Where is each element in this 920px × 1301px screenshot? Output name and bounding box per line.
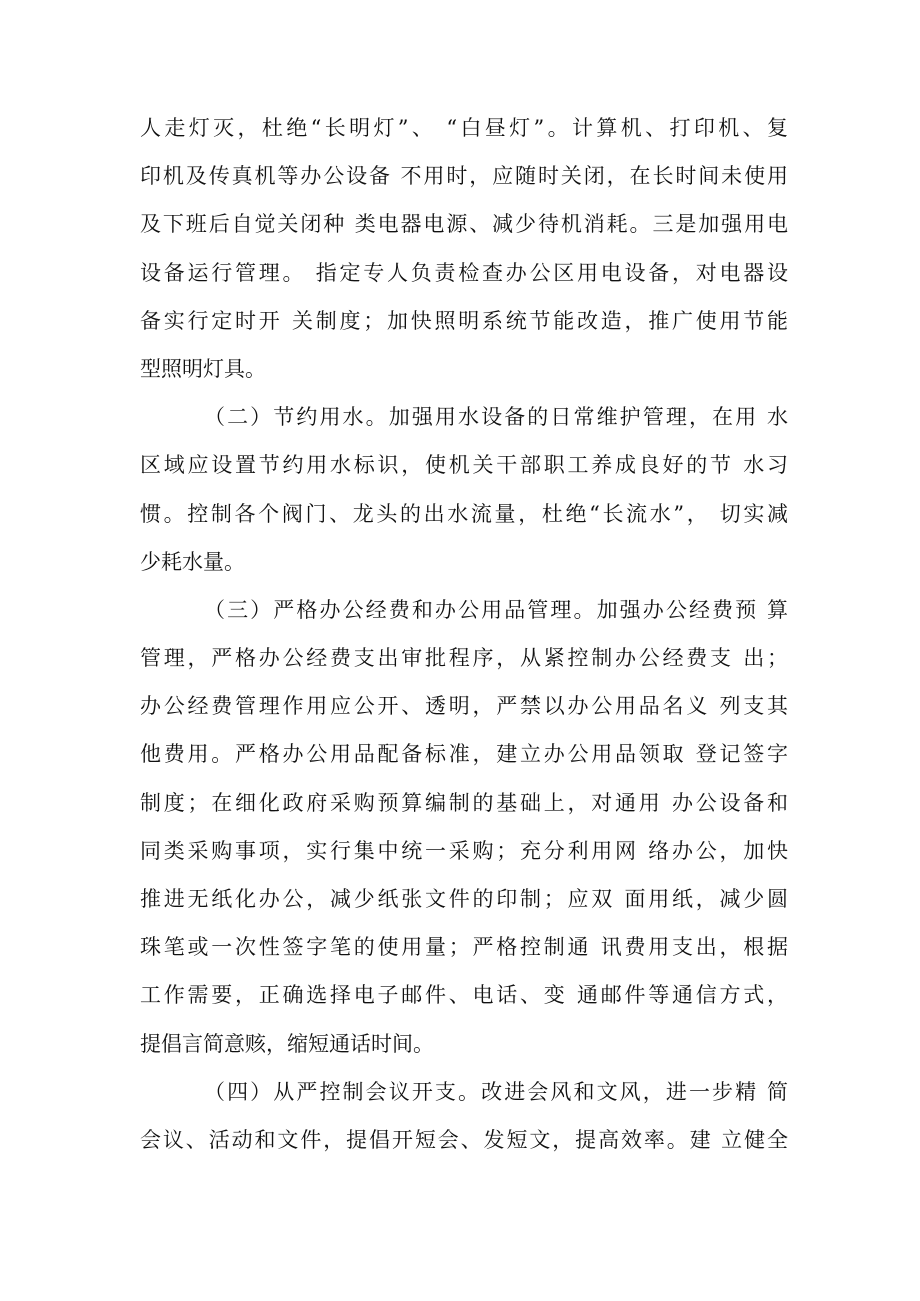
text-line: 他费用。严格办公用品配备标准，建立办公用品领取 登记签字	[140, 742, 788, 767]
text-line: 管理，严格办公经费支出审批程序，从紧控制办公经费支 出；	[140, 646, 788, 671]
text-line: 提倡言简意赅，缩短通话时间。	[140, 1031, 434, 1056]
text-line: 区域应设置节约用水标识，使机关干部职工养成良好的节 水习	[140, 453, 788, 478]
text-line: 备实行定时开 关制度；加快照明系统节能改造，推广使用节能	[140, 308, 788, 333]
text-line: 及下班后自觉关闭种 类电器电源、减少待机消耗。三是加强用电	[140, 212, 788, 237]
text-line: 印机及传真机等办公设备 不用时，应随时关闭，在长时间未使用	[140, 164, 788, 189]
text-line: 珠笔或一次性签字笔的使用量；严格控制通 讯费用支出，根据	[140, 935, 788, 960]
paragraph-heading-line: （四）从严控制会议开支。改进会风和文风，进一步精 简	[204, 1079, 788, 1104]
text-line: 制度；在细化政府采购预算编制的基础上，对通用 办公设备和	[140, 790, 788, 815]
text-line: 少耗水量。	[140, 549, 245, 574]
paragraph-heading-line: （二）节约用水。加强用水设备的日常维护管理，在用 水	[204, 405, 788, 430]
text-line: 人走灯灭，杜绝“长明灯”、 “白昼灯”。计算机、打印机、复	[140, 116, 788, 140]
text-line: 型照明灯具。	[140, 356, 266, 381]
text-line: 工作需要，正确选择电子邮件、电话、变 通邮件等通信方式，	[140, 983, 788, 1008]
body-text	[140, 104, 788, 1164]
text-line: 推进无纸化办公，减少纸张文件的印制；应双 面用纸，减少圆	[140, 887, 788, 911]
text-line: 设备运行管理。 指定专人负责检查办公区用电设备，对电器设	[140, 260, 788, 285]
text-line: 惯。控制各个阀门、龙头的出水流量，杜绝“长流水”， 切实减	[140, 501, 788, 526]
text-line: 同类采购事项，实行集中统一采购；充分利用网 络办公，加快	[140, 838, 788, 863]
text-line: 会议、活动和文件，提倡开短会、发短文，提高效率。建 立健全	[140, 1127, 788, 1152]
text-line: 办公经费管理作用应公开、透明，严禁以办公用品名义 列支其	[140, 694, 788, 719]
paragraph-heading-line: （三）严格办公经费和办公用品管理。加强办公经费预 算	[204, 597, 788, 622]
